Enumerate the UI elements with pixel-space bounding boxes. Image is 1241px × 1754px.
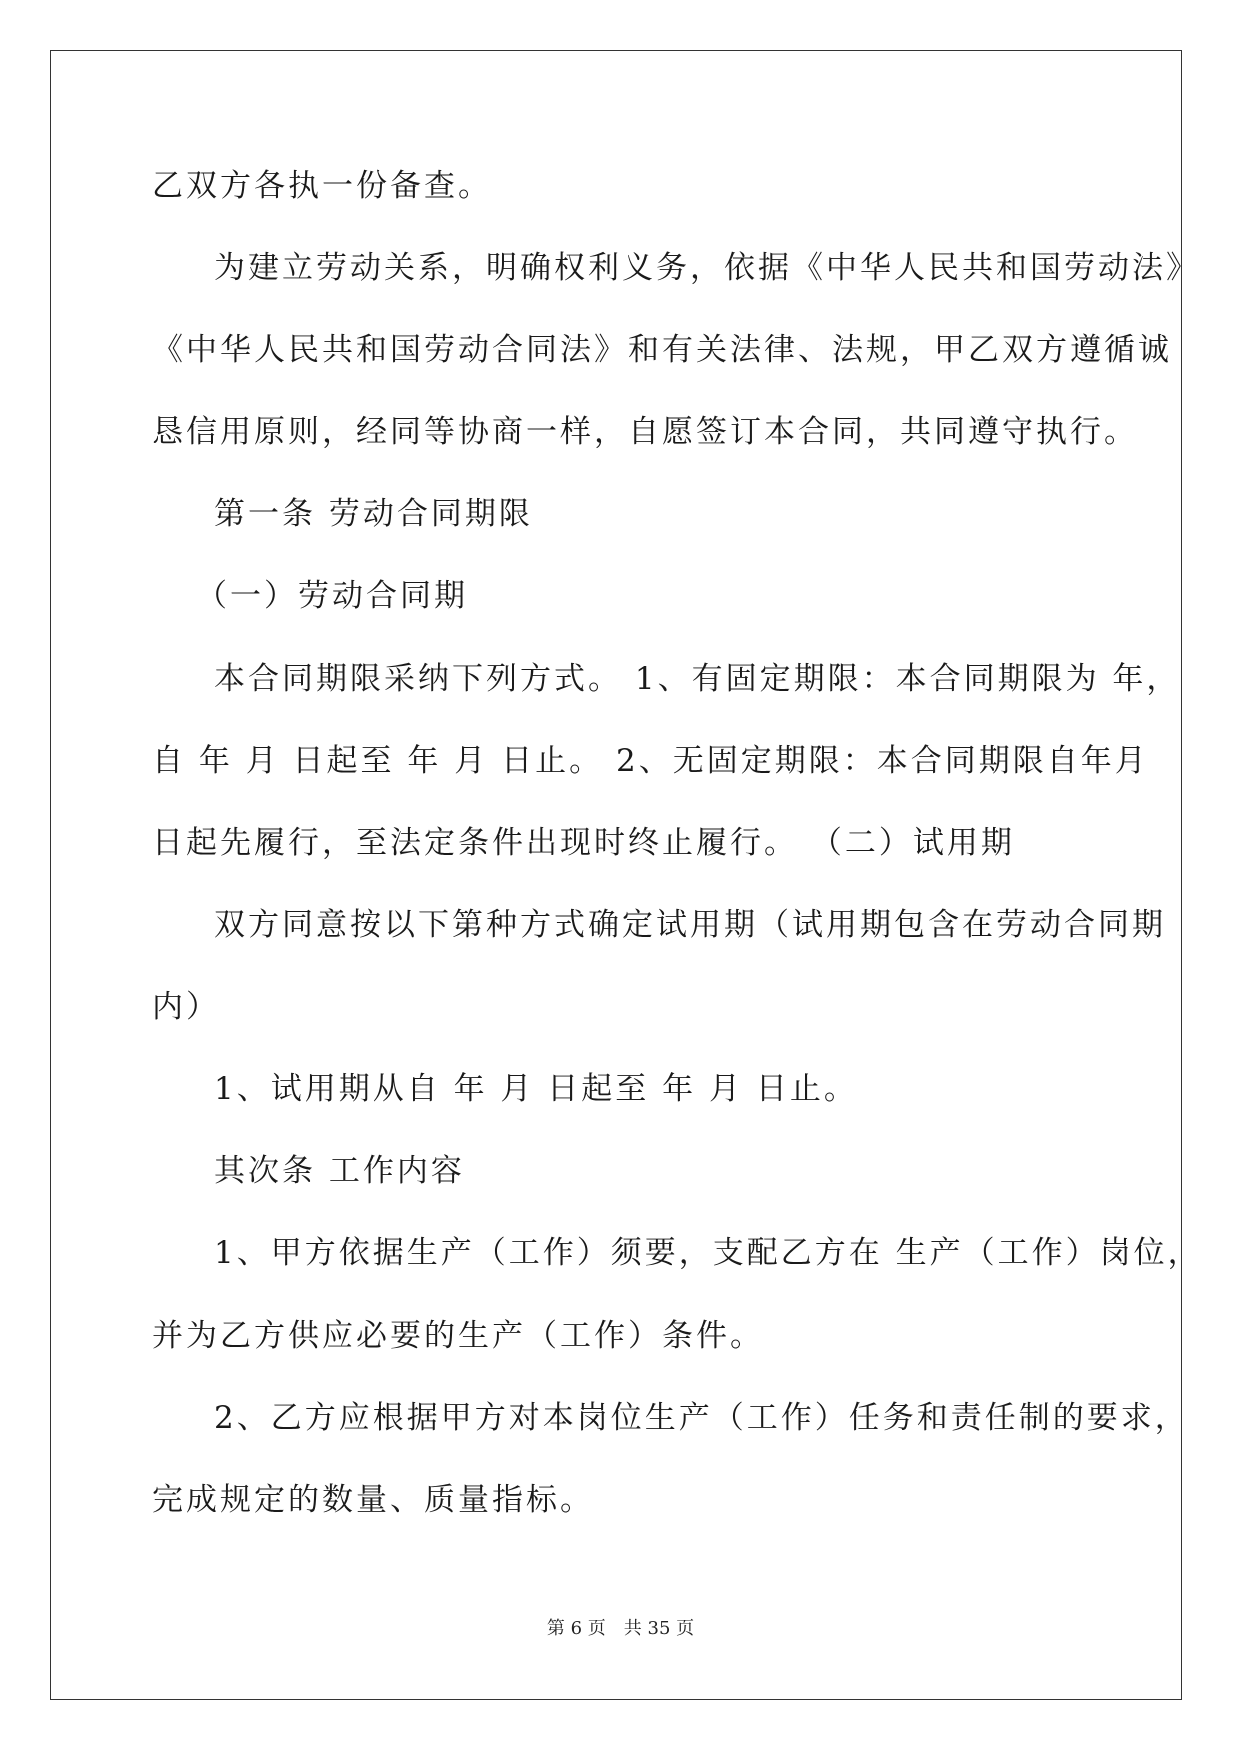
paragraph-line: 1、甲方依据生产（工作）须要，支配乙方在 生产（工作）岗位，: [214, 1235, 1202, 1271]
paragraph-line: 恳信用原则，经同等协商一样，自愿签订本合同，共同遵守执行。: [152, 414, 1138, 450]
paragraph-line: 双方同意按以下第种方式确定试用期（试用期包含在劳动合同期: [214, 907, 1166, 943]
paragraph-line: 完成规定的数量、质量指标。: [152, 1482, 594, 1518]
paragraph-line: 为建立劳动关系，明确权利义务，依据《中华人民共和国劳动法》: [214, 250, 1200, 286]
paragraph-line: 日起先履行，至法定条件出现时终止履行。 （二）试用期: [152, 825, 1015, 861]
article-heading: 其次条 工作内容: [214, 1153, 465, 1189]
page-border: [50, 50, 1182, 1700]
paragraph-line: 2、乙方应根据甲方对本岗位生产（工作）任务和责任制的要求，: [214, 1400, 1189, 1436]
paragraph-line: 内）: [152, 989, 220, 1025]
paragraph-line: 本合同期限采纳下列方式。 1、有固定期限：本合同期限为 年，: [214, 661, 1181, 697]
page-number: 第 6 页 共 35 页: [546, 1618, 695, 1639]
article-heading: 第一条 劳动合同期限: [214, 496, 533, 532]
paragraph-line: 《中华人民共和国劳动合同法》和有关法律、法规，甲乙双方遵循诚: [152, 332, 1172, 368]
section-heading: （一）劳动合同期: [196, 578, 468, 614]
paragraph-line: 并为乙方供应必要的生产（工作）条件。: [152, 1318, 764, 1354]
paragraph-line: 自 年 月 日起至 年 月 日止。 2、无固定期限：本合同期限自年月: [152, 743, 1149, 779]
paragraph-line: 1、试用期从自 年 月 日起至 年 月 日止。: [214, 1071, 858, 1107]
paragraph-line: 乙双方各执一份备查。: [152, 168, 492, 204]
